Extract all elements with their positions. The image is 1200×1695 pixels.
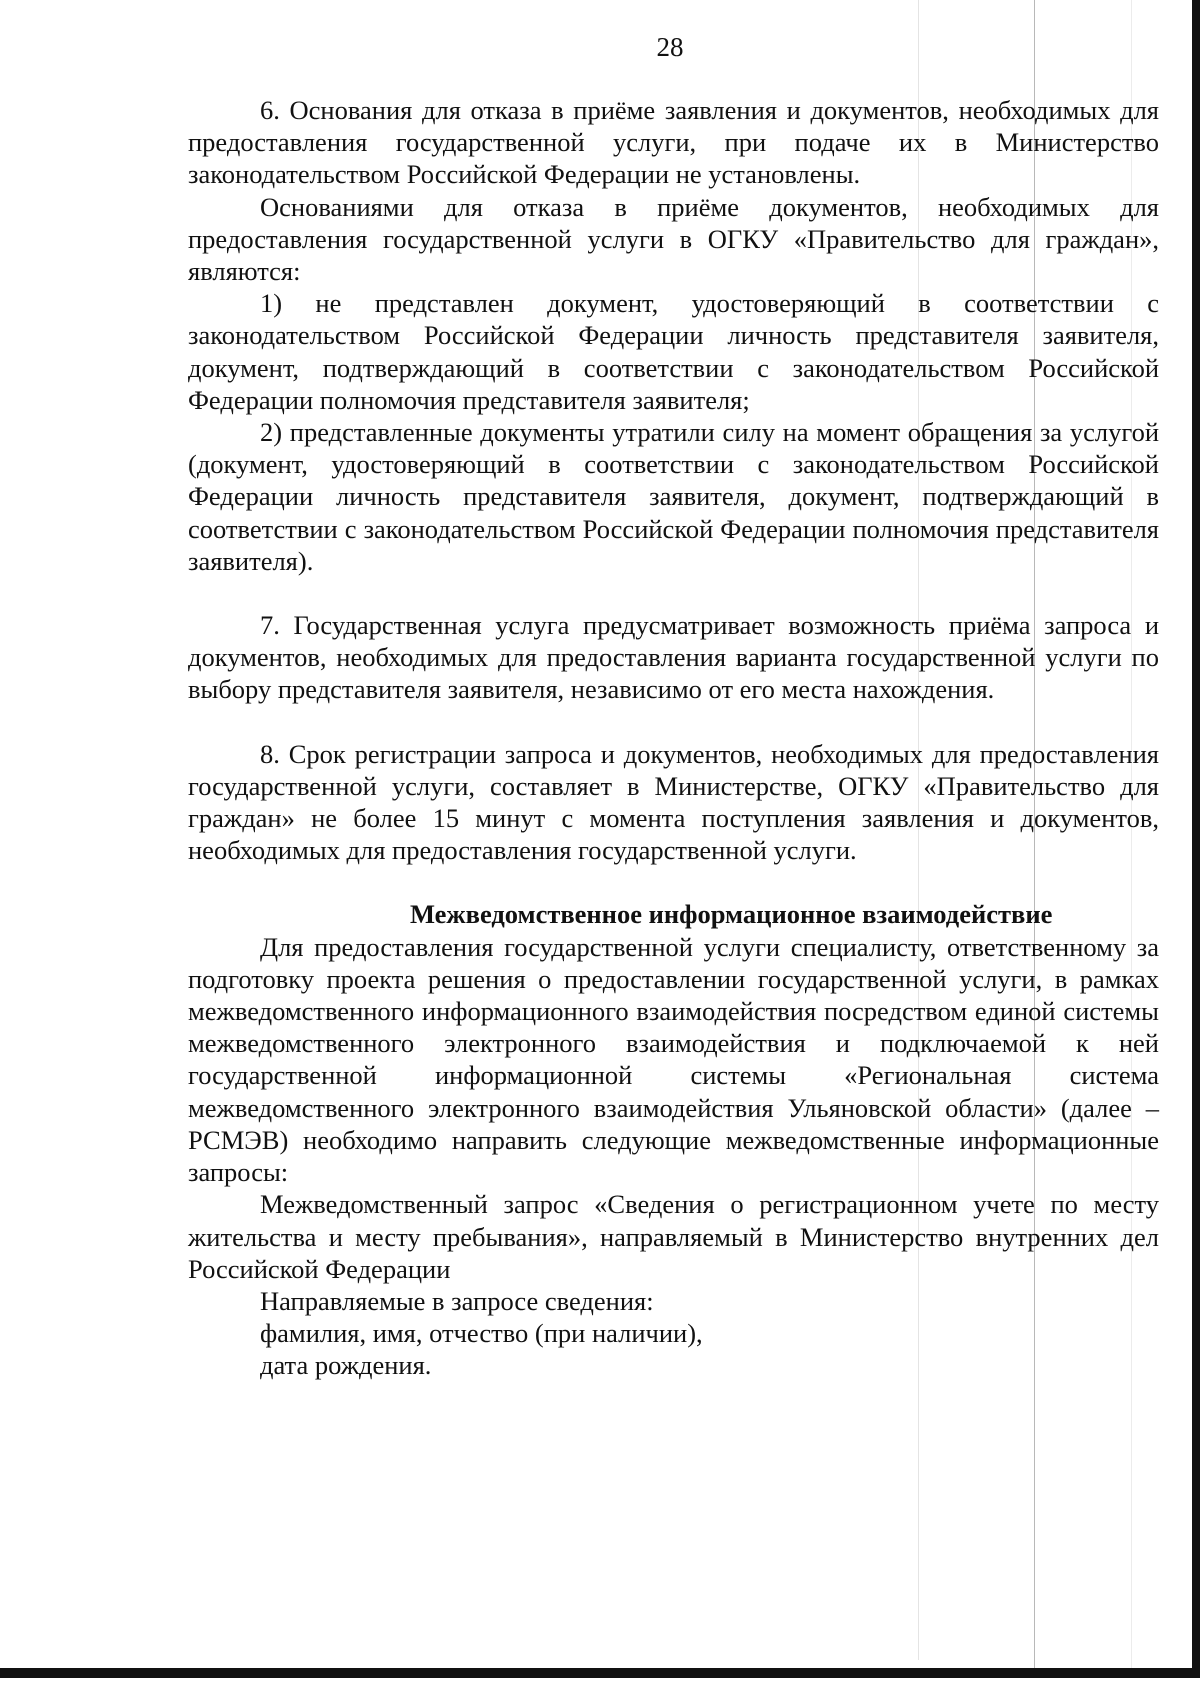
paragraph-6-item-1: 1) не представлен документ, удостоверяющий в соответствии с законодательством Российской Федерации личность представителя заявителя, документ, подтверждающий в соответствии с законодательством Российской Федерации полномочия представителя заявителя; <box>188 288 1159 415</box>
paragraph-6-grounds: Основаниями для отказа в приёме документов, необходимых для предоставления государственной услуги в ОГКУ «Правительство для граждан», являются: <box>188 191 1159 287</box>
paragraph-request-data-label: Направляемые в запросе сведения: <box>260 1285 654 1316</box>
scan-border-right <box>1192 0 1200 1678</box>
page-number: 28 <box>656 32 684 62</box>
paragraph-request-data-name: фамилия, имя, отчество (при наличии), <box>260 1318 703 1349</box>
scan-border-bottom <box>0 1668 1200 1678</box>
section-heading: Межведомственное информационное взаимодействие <box>410 899 1053 930</box>
spacer <box>188 577 1159 609</box>
paragraph-6-intro: 6. Основания для отказа в приёме заявления и документов, необходимых для предоставления государственной услуги, при подаче их в Министерство законодательством Российской Федерации не установлены. <box>188 95 1159 190</box>
paragraph-request: Межведомственный запрос «Сведения о регистрационном учете по месту жительства и месту пребывания», направляемый в Министерство внутренних дел Российской Федерации <box>188 1189 1159 1284</box>
spacer <box>188 706 1159 738</box>
paragraph-8: 8. Срок регистрации запроса и документов, необходимых для предоставления государственной услуги, составляет в Министерстве, ОГКУ «Правительство для граждан» не более 15 минут с момента поступления заявления и документов, необходимых для предоставления государственной услуги. <box>188 738 1159 866</box>
paragraph-6-item-2: 2) представленные документы утратили силу на момент обращения за услугой (документ, удостоверяющий в соответствии с законодательством Российской Федерации личность представителя заявителя, документ, подтверждающий в соответствии с законодательством Российской Федерации полномочия представителя заявителя). <box>188 417 1159 576</box>
paragraph-7: 7. Государственная услуга предусматривает возможность приёма запроса и документов, необходимых для предоставления варианта государственной услуги по выбору представителя заявителя, независимо от его места нахождения. <box>188 610 1159 705</box>
spacer <box>188 866 1159 898</box>
document-body <box>188 94 1159 1382</box>
paragraph-interaction-intro: Для предоставления государственной услуги специалисту, ответственному за подготовку проекта решения о предоставлении государственной услуги, в рамках межведомственного информационного взаимодействия посредством единой системы межведомственного электронного взаимодействия и подключаемой к ней государственной информационной системы «Региональная система межведомственного электронного взаимодействия Ульяновской области» (далее – РСМЭВ) необходимо направить следующие межведомственные информационные запросы: <box>188 931 1159 1188</box>
paragraph-request-data-birth: дата рождения. <box>260 1350 432 1381</box>
